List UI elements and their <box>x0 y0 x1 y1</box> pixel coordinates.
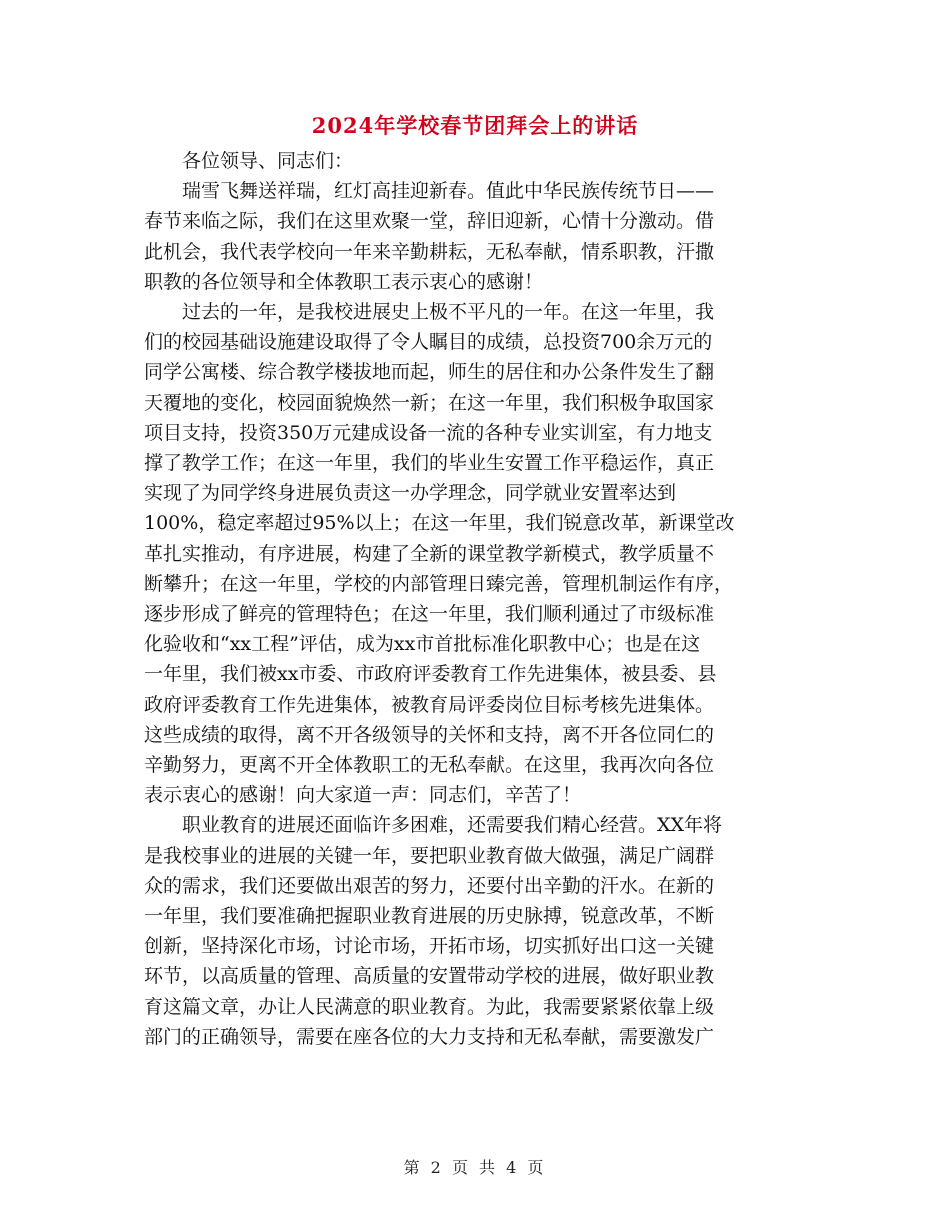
text-line: 断攀升；在这一年里，学校的内部管理日臻完善，管理机制运作有序， <box>144 572 734 595</box>
text-line: 逐步形成了鲜亮的管理特色；在这一年里，我们顺利通过了市级标准 <box>144 603 715 626</box>
text-line: 这些成绩的取得，离不开各级领导的关怀和支持，离不开各位同仁的 <box>144 723 715 746</box>
text-line: 环节，以高质量的管理、高质量的安置带动学校的进展，做好职业教 <box>144 965 715 988</box>
page-footer: 第 2 页 共 4 页 <box>403 1158 547 1177</box>
text-line: 们的校园基础设施建设取得了令人瞩目的成绩，总投资700余万元的 <box>144 331 713 354</box>
text-line: 辛勤努力，更离不开全体教职工的无私奉献。在这里，我再次向各位 <box>144 754 715 777</box>
text-line: 革扎实推动，有序进展，构建了全新的课堂教学新模式，教学质量不 <box>144 542 715 565</box>
text-line: 项目支持，投资350万元建成设备一流的各种专业实训室，有力地支 <box>144 421 713 444</box>
text-line: 职业教育的进展还面临许多困难，还需要我们精心经营。XX年将 <box>144 814 723 837</box>
text-line: 此机会，我代表学校向一年来辛勤耕耘，无私奉献，情系职教，汗撒 <box>144 240 715 263</box>
text-line: 过去的一年，是我校进展史上极不平凡的一年。在这一年里，我 <box>144 301 715 324</box>
text-line: 春节来临之际，我们在这里欢聚一堂，辞旧迎新，心情十分激动。借 <box>144 210 715 233</box>
text-line: 100%，稳定率超过95%以上；在这一年里，我们锐意改革，新课堂改 <box>144 512 735 535</box>
document-title: 2024年学校春节团拜会上的讲话 <box>311 113 639 138</box>
text-line: 一年里，我们要准确把握职业教育进展的历史脉搏，锐意改革，不断 <box>144 905 715 928</box>
text-line: 职教的各位领导和全体教职工表示衷心的感谢！ <box>144 270 544 293</box>
text-line: 天覆地的变化，校园面貌焕然一新；在这一年里，我们积极争取国家 <box>144 391 715 414</box>
text-line: 创新，坚持深化市场，讨论市场，开拓市场，切实抓好出口这一关键 <box>144 935 715 958</box>
document-body <box>144 146 804 1052</box>
text-line: 一年里，我们被xx市委、市政府评委教育工作先进集体，被县委、县 <box>144 663 717 686</box>
text-line: 是我校事业的进展的关键一年，要把职业教育做大做强，满足广阔群 <box>144 844 715 867</box>
text-line: 瑞雪飞舞送祥瑞，红灯高挂迎新春。值此中华民族传统节日—— <box>144 180 715 203</box>
text-line: 各位领导、同志们： <box>144 150 354 172</box>
text-line: 政府评委教育工作先进集体，被教育局评委岗位目标考核先进集体。 <box>144 693 715 716</box>
text-line: 部门的正确领导，需要在座各位的大力支持和无私奉献，需要激发广 <box>144 1025 715 1048</box>
text-line: 表示衷心的感谢！向大家道一声：同志们，辛苦了！ <box>144 784 582 807</box>
text-line: 同学公寓楼、综合教学楼拔地而起，师生的居住和办公条件发生了翻 <box>144 361 715 384</box>
text-line: 化验收和“xx工程”评估，成为xx市首批标准化职教中心；也是在这 <box>144 633 701 656</box>
text-line: 撑了教学工作；在这一年里，我们的毕业生安置工作平稳运作，真正 <box>144 452 715 475</box>
text-line: 众的需求，我们还要做出艰苦的努力，还要付出辛勤的汗水。在新的 <box>144 874 715 897</box>
text-line: 实现了为同学终身进展负责这一办学理念，同学就业安置率达到 <box>144 482 677 505</box>
text-line: 育这篇文章，办让人民满意的职业教育。为此，我需要紧紧依靠上级 <box>144 995 715 1018</box>
